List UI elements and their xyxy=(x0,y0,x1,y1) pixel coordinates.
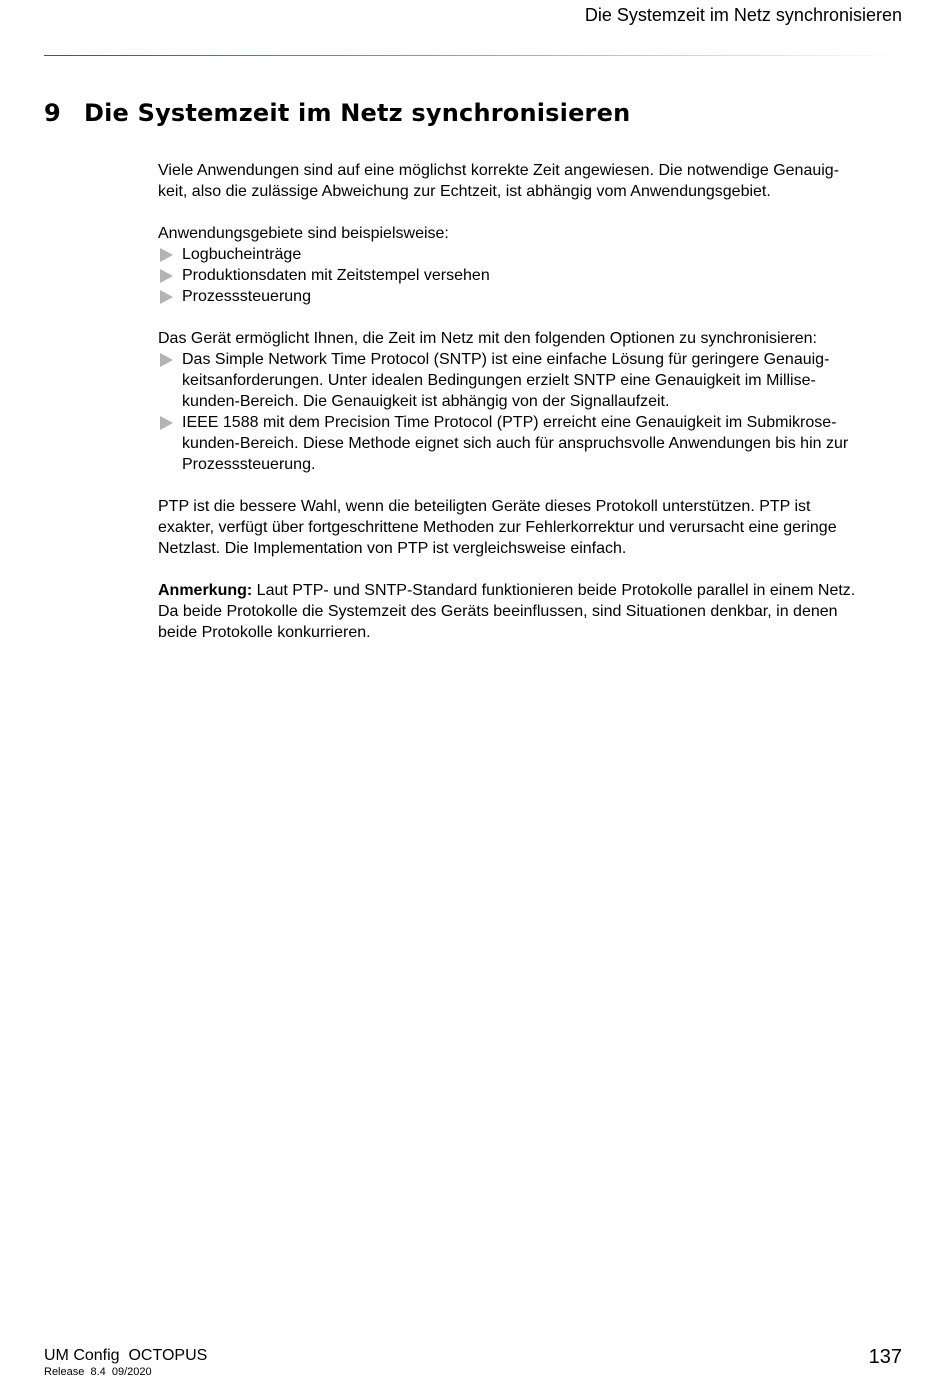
ptp-paragraph: PTP ist die bessere Wahl, wenn die beteiligten Geräte dieses Protokoll unterstützen. PTP ist exakter, verfügt über fortgeschrittene Methoden zur Fehlerkorrektur und verursacht eine geringe Netzlast. Die Implementation von PTP ist vergleichsweise einfach. xyxy=(158,498,837,557)
bullet-triangle-icon xyxy=(160,269,173,283)
options-list xyxy=(158,349,906,475)
list-item: IEEE 1588 mit dem Precision Time Protocol (PTP) erreicht eine Genauigkeit im Submikrose- kunden-Bereich. Diese Methode eignet sich auch für anspruchsvolle Anwendungen bis hin zur Prozesssteuerung. xyxy=(158,412,906,475)
list-item: Logbucheinträge xyxy=(158,244,906,265)
list-item: Prozesssteuerung xyxy=(158,286,906,307)
footer xyxy=(44,1346,207,1379)
header-divider xyxy=(44,55,906,56)
bullet-triangle-icon xyxy=(160,290,173,304)
document-name: UM Config OCTOPUS xyxy=(44,1347,208,1364)
release-info: Release 8.4 09/2020 xyxy=(44,1366,152,1378)
bullet-triangle-icon xyxy=(160,416,173,430)
applications-list xyxy=(158,244,906,307)
intro-line: Viele Anwendungen sind auf eine möglichst korrekte Zeit angewiesen. Die notwendige Genauig- xyxy=(158,162,840,179)
list-item: Produktionsdaten mit Zeitstempel versehen xyxy=(158,265,906,286)
chapter-heading xyxy=(44,98,630,128)
list-item: Das Simple Network Time Protocol (SNTP) ist eine einfache Lösung für geringere Genauig- keitsanforderungen. Unter idealen Bedingungen erzielt SNTP eine Genauigkeit im Millise- kunden-Bereich. Die Genauigkeit ist abhängig von der Signallaufzeit. xyxy=(158,349,906,412)
chapter-title: Die Systemzeit im Netz synchronisieren xyxy=(84,99,631,127)
applications-lead: Anwendungsgebiete sind beispielsweise: xyxy=(158,225,449,242)
bullet-triangle-icon xyxy=(160,353,173,367)
running-header: Die Systemzeit im Netz synchronisieren xyxy=(584,5,902,25)
intro-paragraph xyxy=(158,160,906,202)
chapter-number: 9 xyxy=(44,99,61,127)
note-label: Anmerkung: xyxy=(158,582,253,599)
note-paragraph: Anmerkung: Laut PTP- und SNTP-Standard funktionieren beide Protokolle parallel in einem Netz. Da beide Protokolle die Systemzeit des Geräts beeinflussen, sind Situationen denkbar, in denen beide Protokolle konkurrieren. xyxy=(158,582,856,641)
bullet-triangle-icon xyxy=(160,248,173,262)
page-content xyxy=(158,160,906,643)
page-number: 137 xyxy=(868,1346,902,1368)
options-lead: Das Gerät ermöglicht Ihnen, die Zeit im Netz mit den folgenden Optionen zu synchronisieren: xyxy=(158,330,817,347)
intro-line: keit, also die zulässige Abweichung zur Echtzeit, ist abhängig vom Anwendungsgebiet. xyxy=(158,183,771,200)
